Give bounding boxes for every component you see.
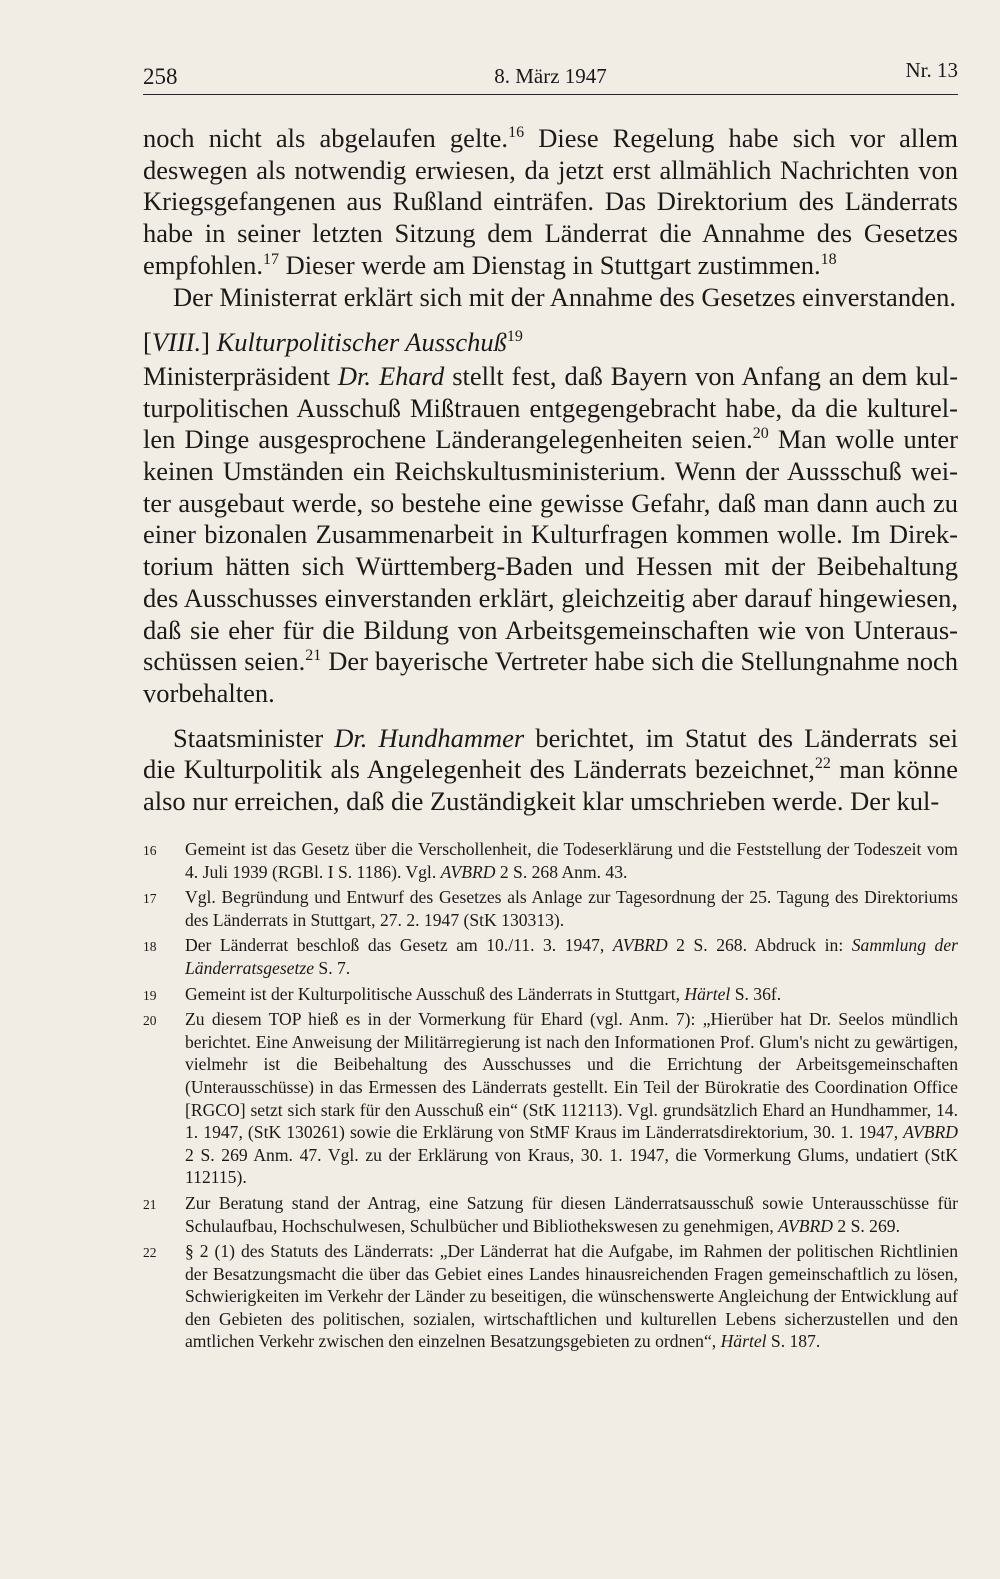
emphasis-text: VIII. (151, 327, 202, 358)
text-run: 2 S. 268. Abdruck in: (667, 935, 852, 956)
text-run: stellt fest, daß Bayern von Anfang an dem kulturpolitischen Ausschuß Mißtrauen entgegengebracht habe, da die kulturellen Dinge ausgesprochene Länderangelegenheiten seien. (143, 360, 959, 455)
emphasis-text: Härtel (720, 1331, 767, 1352)
text-run: § 2 (1) des Statuts des Länderrats: „Der Länderrat hat die Aufgabe, im Rahmen der politischen Richtlinien der Besatzungsmacht die über das Gebiet eines Landes hinausreichenden Fragen gemeinschaftlich zu lösen, Schwierigkeiten im Verkehr der Länder zu beseitigen, die wünschenswerte Angleichung der Entwicklung auf den Gebieten des politischen, sozialen, wirtschaftlichen und kulturellen Lebens sicherzustellen und den amtlichen Verkehr zwischen den einzelnen Besatzungsgebieten zu ordnen“, (185, 1241, 958, 1352)
section-heading (143, 327, 958, 359)
text-run: ] (201, 327, 217, 358)
emphasis-text: Sammlung der Länderratsgesetze (185, 935, 958, 978)
footnote (143, 1240, 958, 1353)
footnote-reference: 22 (814, 755, 831, 773)
footnote-reference: 20 (752, 425, 769, 443)
text-run: Gemeint ist das Gesetz über die Verschollenheit, die Todeserklärung und die Feststellung der Todeszeit vom 4. Juli 1939 (RGBl. I S. 1186). Vgl. (185, 839, 958, 882)
text-run: 2 S. 268 Anm. 43. (495, 861, 628, 882)
text-run: Man wolle unter keinen Umständen ein Reichskultusministerium. Wenn der Aussschuß weiter ausgebaut werde, so bestehe eine gewisse Gefahr, daß man dann auch zu einer bizonalen Zusammenarbeit in Kulturfragen kommen wolle. Im Direktorium hätten sich Württemberg-Baden und Hessen mit der Beibehaltung des Ausschusses einverstanden erklärt, gleichzeitig aber darauf hingewiesen, daß sie eher für die Bildung von Arbeitsgemeinschaften wie von Unterausschüssen seien. (143, 424, 958, 677)
emphasis-text: Kulturpolitischer Ausschuß (216, 327, 507, 358)
text-run: Zur Beratung stand der Antrag, eine Satzung für diesen Länderratsausschuß sowie Unterausschüsse für Schulaufbau, Hochschulwesen, Schulbücher und Bibliothekswesen zu genehmigen, (185, 1192, 958, 1236)
text-run: Diese Regelung habe sich vor allem deswegen als notwendig erwiesen, da jetzt erst allmählich Nachrichten von Kriegsgefangenen aus Rußland einträfen. Das Direktorium des Länderrats habe in seiner letzten Sitzung dem Länderrat die Annahme des Gesetzes empfohlen. (143, 123, 959, 280)
footnote (143, 983, 958, 1006)
emphasis-text: Dr. Ehard (337, 360, 445, 391)
footnotes (143, 838, 958, 1356)
text-run: S. 7. (314, 957, 351, 978)
footnote (143, 934, 958, 979)
emphasis-text: AVBRD (903, 1122, 958, 1143)
paragraph (143, 723, 958, 818)
footnote-number: 22 (143, 1245, 157, 1261)
text-run: noch nicht als abgelaufen gelte. (143, 123, 509, 153)
text-run: 2 S. 269 Anm. 47. Vgl. zu der Erklärung von Kraus, 30. 1. 1947, die Vormerkung Glums, undatiert (StK 112115). (185, 1144, 958, 1188)
text-run: [ (143, 327, 152, 358)
footnote-number: 16 (143, 843, 157, 858)
text-run: Dieser werde am Dienstag in Stuttgart zustimmen. (278, 249, 821, 280)
text-run: berichtet, im Statut des Länderrats sei die Kulturpolitik als Angelegenheit des Länderrats bezeichnet, (143, 722, 959, 785)
footnote-reference: 16 (508, 124, 525, 142)
text-run: Der Ministerrat erklärt sich mit der Annahme des Gesetzes einverstanden. (173, 281, 956, 312)
emphasis-text: AVBRD (612, 935, 668, 956)
text-run: Der Länderrat beschloß das Gesetz am 10./11. 3. 1947, (185, 935, 613, 956)
text-run: Staatsminister (173, 722, 335, 753)
running-header (143, 58, 958, 95)
footnote (143, 886, 958, 931)
paragraph (143, 282, 958, 314)
document-number: Nr. 13 (905, 58, 958, 82)
main-text (143, 123, 958, 818)
footnote-number: 17 (143, 891, 157, 907)
text-run: 2 S. 269. (833, 1215, 900, 1236)
footnote-reference: 21 (305, 647, 322, 665)
text-run: man könne also nur erreichen, daß die Zuständigkeit klar umschrieben werde. Der kul- (143, 754, 958, 817)
text-run: Ministerpräsident (143, 360, 338, 391)
page-number: 258 (143, 64, 178, 89)
text-run: Vgl. Begründung und Entwurf des Gesetzes als Anlage zur Tagesordnung der 25. Tagung des Direktoriums des Länderrats in Stuttgart, 27. 2. 1947 (StK 130313). (185, 887, 958, 930)
footnote (143, 1008, 958, 1189)
emphasis-text: AVBRD (778, 1215, 833, 1236)
footnote (143, 838, 958, 883)
text-run: Der bayerische Vertreter habe sich die Stellungnahme noch vorbehalten. (143, 646, 958, 708)
footnote-number: 21 (143, 1196, 157, 1212)
footnote (143, 1192, 958, 1237)
footnote-reference: 19 (506, 328, 523, 346)
footnote-number: 18 (143, 939, 157, 955)
emphasis-text: Dr. Hundhammer (334, 722, 525, 753)
paragraph (143, 123, 958, 282)
header-date: 8. März 1947 (494, 64, 607, 88)
text-run: Zu diesem TOP hieß es in der Vormerkung für Ehard (vgl. Anm. 7): „Hierüber hat Dr. Seelos mündlich berichtet. Eine Anweisung der Militärregierung ist nach den Informationen Prof. Glum's nicht zu gewärtigen, vielmehr ist die Beibehaltung des Ausschusses und die Errichtung der Arbeitsgemeinschaften (Unterausschüsse) in das Ermessen des Länderrats gestellt. Ein Teil der Bürokratie des Coordination Office [RGCO] setzt sich stark für den Ausschuß ein“ (StK 112113). Vgl. grundsätzlich Ehard an Hundhammer, 14. 1. 1947, (StK 130261) sowie die Erklärung von StMF Kraus im Länderratsdirektorium, 30. 1. 1947, (185, 1009, 958, 1143)
footnote-number: 20 (143, 1013, 157, 1029)
footnote-reference: 18 (820, 250, 837, 268)
emphasis-text: AVBRD (440, 861, 496, 882)
text-run: S. 36f. (730, 983, 782, 1004)
footnote-reference: 17 (262, 250, 279, 268)
text-run: S. 187. (766, 1331, 821, 1352)
emphasis-text: Härtel (684, 983, 731, 1004)
footnote-number: 19 (143, 987, 157, 1003)
paragraph (143, 361, 958, 710)
text-run: Gemeint ist der Kulturpolitische Ausschuß des Länderrats in Stuttgart, (185, 983, 685, 1004)
